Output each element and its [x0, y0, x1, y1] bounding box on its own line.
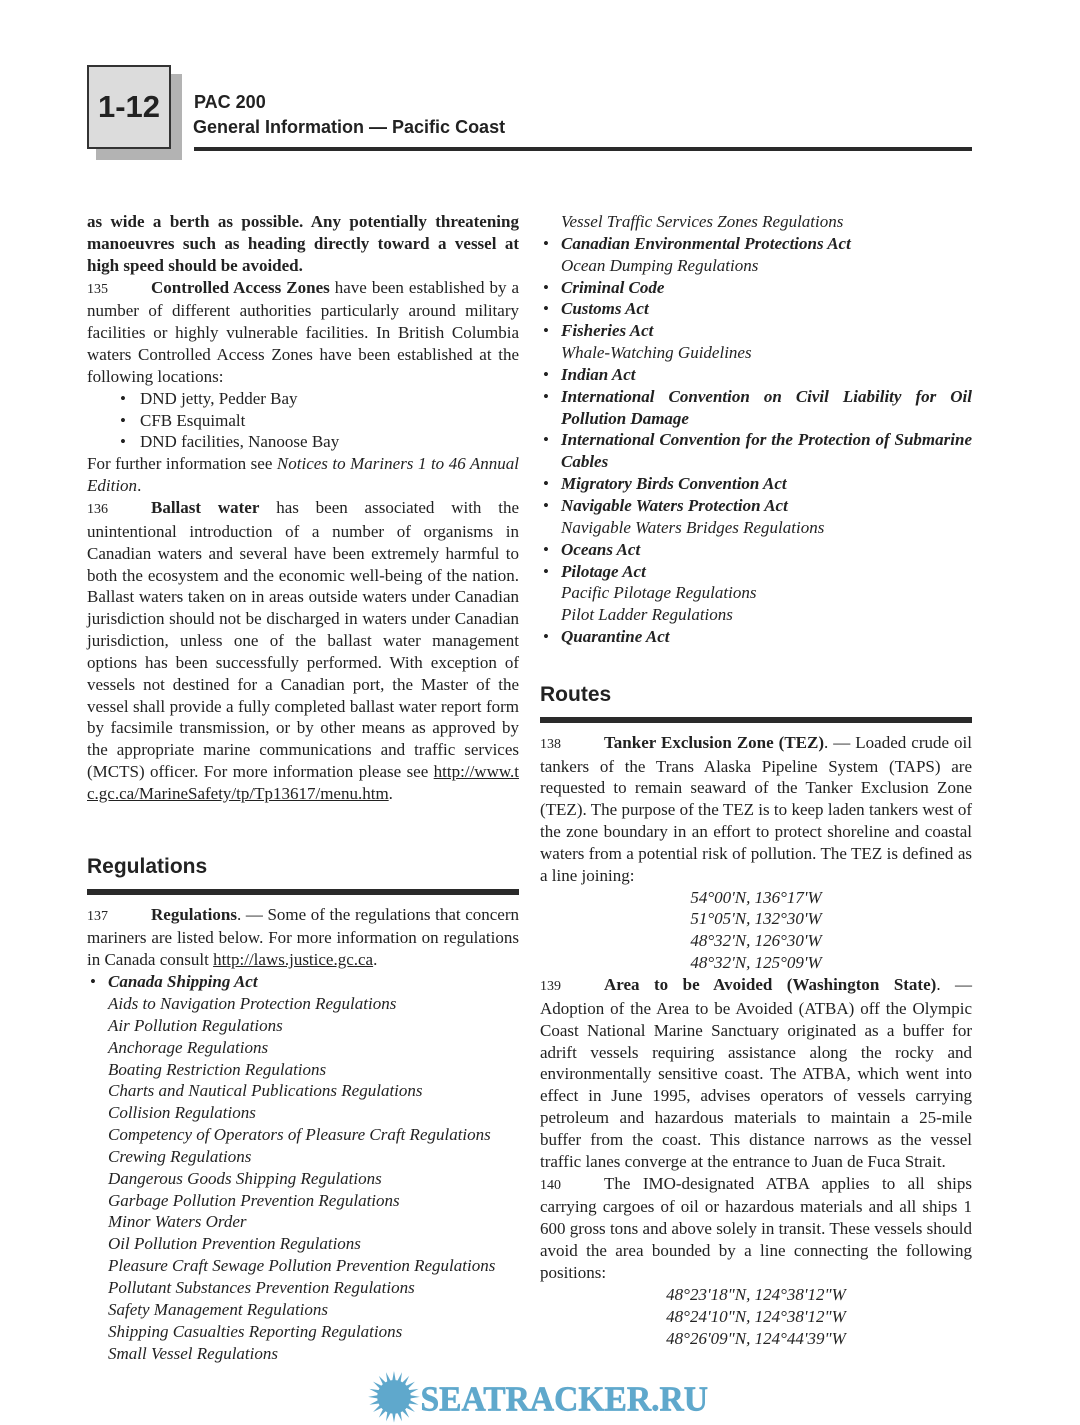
sun-ray [397, 1411, 402, 1422]
sun-ray [386, 1373, 391, 1384]
sun-icon [368, 1371, 420, 1423]
list-item: • Pilotage Act [543, 561, 646, 581]
regulation-item: Pilot Ladder Regulations [561, 605, 733, 625]
sun-ray [369, 1389, 380, 1394]
regulation-item: Vessel Traffic Services Zones Regulations [561, 212, 844, 231]
act-name: Migratory Birds Convention Act [561, 474, 787, 494]
act-name: Customs Act [561, 299, 649, 319]
list-item: • Customs Act [543, 299, 649, 319]
regulation-item: Minor Waters Order [108, 1212, 247, 1232]
act-name: Oceans Act [561, 539, 641, 559]
act-name: Criminal Code [561, 277, 665, 297]
paragraph-title: Ballast water [151, 497, 260, 517]
paragraph-138 [540, 732, 972, 887]
page-number: 1-12 [87, 65, 171, 149]
regulation-item: Competency of Operators of Pleasure Craft Regulations [108, 1125, 491, 1145]
coordinate: 48°24'10"N, 124°38'12"W [666, 1306, 846, 1326]
chapter-title: General Information — Pacific Coast [193, 117, 506, 137]
paragraph-139 [540, 974, 972, 1173]
paragraph-text: have been established by a number of different authorities particularly around military facilities or highly vulnerable facilities. In British Columbia waters Controlled Access Zones have been established at the following locations: [87, 277, 519, 386]
regulation-item: Anchorage Regulations [108, 1037, 269, 1057]
section-rule [87, 889, 519, 895]
section-heading-routes: Routes [540, 682, 612, 706]
list-item: • International Convention for the Protection of Submarine Cables [543, 430, 972, 472]
act-name: Quarantine Act [561, 627, 670, 647]
list-item: • Criminal Code [543, 277, 665, 297]
coordinate: 48°32'N, 125°09'W [690, 953, 822, 973]
list-item: • Quarantine Act [543, 627, 670, 647]
regulation-item: Oil Pollution Prevention Regulations [108, 1234, 361, 1254]
coordinate: 48°23'18"N, 124°38'12"W [666, 1284, 846, 1304]
section-rule [540, 717, 972, 723]
list-item: • CFB Esquimalt [120, 410, 246, 430]
paragraph-number: 136 [87, 501, 108, 517]
sun-ray [392, 1413, 396, 1423]
paragraph-title: Tanker Exclusion Zone (TEZ) [604, 732, 825, 752]
sun-ray [402, 1376, 410, 1386]
list-item: • Migratory Birds Convention Act [543, 474, 787, 494]
paragraph-number: 137 [87, 908, 108, 924]
paragraph-text: has been associated with the unintentional introduction of a number of organisms in Canadian waters and several have been extremely harmful to both the ecosystem and the economic well-being of the nation. Ballast waters taken on in areas outside waters under Canadian jurisdiction should not be discharged in waters under Canadian jurisdiction, unless one of the ballast water management options has been successfully performed. With exception of vessels not destined for a Canadian port, the Master of the vessel shall provide a fully completed ballast water report form by facsimile transmission, or by other means as approved by the appropriate marine communications and traffic services (MCTS) officer. For more information please see [87, 497, 519, 782]
sun-ray [409, 1395, 419, 1399]
list-item: • International Convention on Civil Liability for Oil Pollution Damage [543, 386, 972, 428]
list-item: • Fisheries Act [543, 321, 654, 341]
list-item: • DND jetty, Pedder Bay [120, 388, 298, 408]
act-name: Navigable Waters Protection Act [561, 495, 788, 515]
regulation-item: Dangerous Goods Shipping Regulations [108, 1168, 382, 1188]
sun-ray [379, 1376, 387, 1386]
intro-text: as wide a berth as possible. Any potentially threatening manoeuvres such as heading directly toward a vessel at high speed should be avoided. [87, 212, 519, 275]
coordinate: 54°00'N, 136°17'W [690, 887, 822, 907]
publication-code: PAC 200 [194, 92, 266, 112]
paragraph-title: Regulations [151, 904, 237, 924]
sun-ray [402, 1409, 410, 1419]
location: DND facilities, Nanoose Bay [140, 432, 340, 452]
laws-link[interactable]: http://laws.justice.gc.ca [213, 950, 374, 970]
text: . [388, 783, 393, 803]
coordinate: 48°26'09"N, 124°44'39"W [666, 1328, 846, 1348]
regulation-item: Crewing Regulations [108, 1146, 252, 1166]
paragraph-title: Area to be Avoided (Washington State) [604, 975, 937, 994]
sun-ray [405, 1405, 415, 1413]
regulation-item: Safety Management Regulations [108, 1299, 329, 1319]
paragraph-number: 140 [540, 1177, 561, 1193]
header-rule [194, 147, 972, 151]
act-name: International Convention on Civil Liability for Oil Pollution Damage [561, 386, 972, 428]
list-item: • DND facilities, Nanoose Bay [120, 432, 340, 452]
paragraph-number: 138 [540, 736, 561, 752]
regulation-item: Navigable Waters Bridges Regulations [561, 517, 825, 537]
left-column [87, 211, 519, 1364]
coordinate: 48°32'N, 126°30'W [690, 931, 822, 951]
paragraph-140 [540, 1173, 972, 1284]
watermark-text: SEATRACKER.RU [420, 1379, 708, 1419]
paragraph-title: Controlled Access Zones [151, 277, 330, 297]
regulation-item: Aids to Navigation Protection Regulations [108, 994, 397, 1013]
section-heading-regulations: Regulations [87, 854, 208, 878]
regulation-item: Pacific Pilotage Regulations [561, 583, 757, 603]
sun-ray [379, 1409, 387, 1419]
regulation-item: Charts and Nautical Publications Regulations [108, 1081, 423, 1101]
list-item: • Canada Shipping Act [90, 972, 258, 992]
paragraph-number: 139 [540, 979, 561, 994]
paragraph-number: 135 [87, 281, 108, 297]
paragraph-137 [87, 904, 519, 972]
regulation-item: Shipping Casualties Reporting Regulations [108, 1321, 403, 1341]
sun-ray [392, 1371, 396, 1381]
act-name: International Convention for the Protection of Submarine Cables [561, 430, 972, 472]
ballast-link[interactable]: http://www.tc.gc.ca/MarineSafety/tp/Tp13617/menu.htm [87, 762, 519, 803]
sun-ray [386, 1411, 391, 1422]
text: . [373, 950, 378, 970]
paragraph-text: . — Loaded crude oil tankers of the Trans Alaska Pipeline System (TAPS) are requested to remain seaward of the Tanker Exclusion Zone (TEZ). The purpose of the TEZ is to keep laden tankers west of the zone boundary in an effort to protect shoreline and coastal waters from a potential risk of pollution. The TEZ is defined as a line joining: [540, 732, 972, 885]
sun-ray [373, 1405, 383, 1413]
seatracker-watermark-logo [0, 1370, 1080, 1423]
sun-ray [373, 1382, 383, 1390]
act-name: Indian Act [561, 364, 636, 384]
paragraph-135 [87, 277, 519, 388]
location: CFB Esquimalt [140, 410, 246, 430]
regulation-item: Collision Regulations [108, 1103, 256, 1123]
regulation-item: Pleasure Craft Sewage Pollution Prevention Regulations [108, 1256, 496, 1276]
text: For further information see [87, 454, 277, 474]
right-column [540, 211, 972, 1349]
regulation-item: Small Vessel Regulations [108, 1343, 278, 1363]
sun-ray [405, 1382, 415, 1390]
atba-coordinates [540, 1284, 972, 1350]
regulation-item: Garbage Pollution Prevention Regulations [108, 1190, 400, 1210]
paragraph-136 [87, 497, 519, 805]
sun-ray [408, 1400, 419, 1405]
list-item: • Indian Act [543, 364, 636, 384]
paragraph-text: . — Some of the regulations that concern mariners are listed below. For more information on regulations in Canada consult [87, 904, 519, 970]
sun-ray [369, 1400, 380, 1405]
sun-ray [368, 1395, 378, 1399]
regulation-item: Whale-Watching Guidelines [561, 343, 752, 363]
sun-ray [397, 1373, 402, 1384]
regulation-item: Air Pollution Regulations [108, 1015, 283, 1035]
paragraph-text: . — Adoption of the Area to be Avoided (ATBA) off the Olympic Coast National Marine Sanctuary originated as a buffer for adrift vessels requiring assistance along the rocky and environmentally sensitive coast. The ATBA, which went into effect in June 1995, advises operators of vessels carrying petroleum and hazardous materials to maintain a 25-mile buffer from the coast. This distance narrows as the vessel traffic lanes converge at the entrance to Juan de Fuca Strait. [540, 975, 973, 1171]
publication-ref: Notices to Mariners 1 to 46 Annual Edition [87, 454, 520, 496]
list-item: • Oceans Act [543, 539, 641, 559]
further-info [87, 453, 519, 497]
paragraph-text: The IMO-designated ATBA applies to all ships carrying cargoes of oil or hazardous materials and all ships 1 600 gross tons and above solely in transit. These vessels should avoid the area bounded by a line connecting the following positions: [540, 1173, 972, 1282]
act-name: Pilotage Act [561, 561, 646, 581]
list-item: • Canadian Environmental Protections Act [543, 233, 851, 253]
regulation-item: Pollutant Substances Prevention Regulations [108, 1277, 415, 1297]
act-name: Fisheries Act [561, 321, 654, 341]
coordinate: 51°05'N, 132°30'W [690, 909, 822, 929]
location: DND jetty, Pedder Bay [140, 388, 298, 408]
act-name: Canadian Environmental Protections Act [561, 233, 851, 253]
list-item: • Navigable Waters Protection Act [543, 495, 788, 515]
text: . [137, 476, 142, 496]
sun-ray [408, 1389, 419, 1394]
act-name: Canada Shipping Act [108, 972, 258, 992]
tez-coordinates [540, 887, 972, 974]
regulation-item: Boating Restriction Regulations [108, 1059, 327, 1079]
regulation-item: Ocean Dumping Regulations [561, 255, 759, 275]
